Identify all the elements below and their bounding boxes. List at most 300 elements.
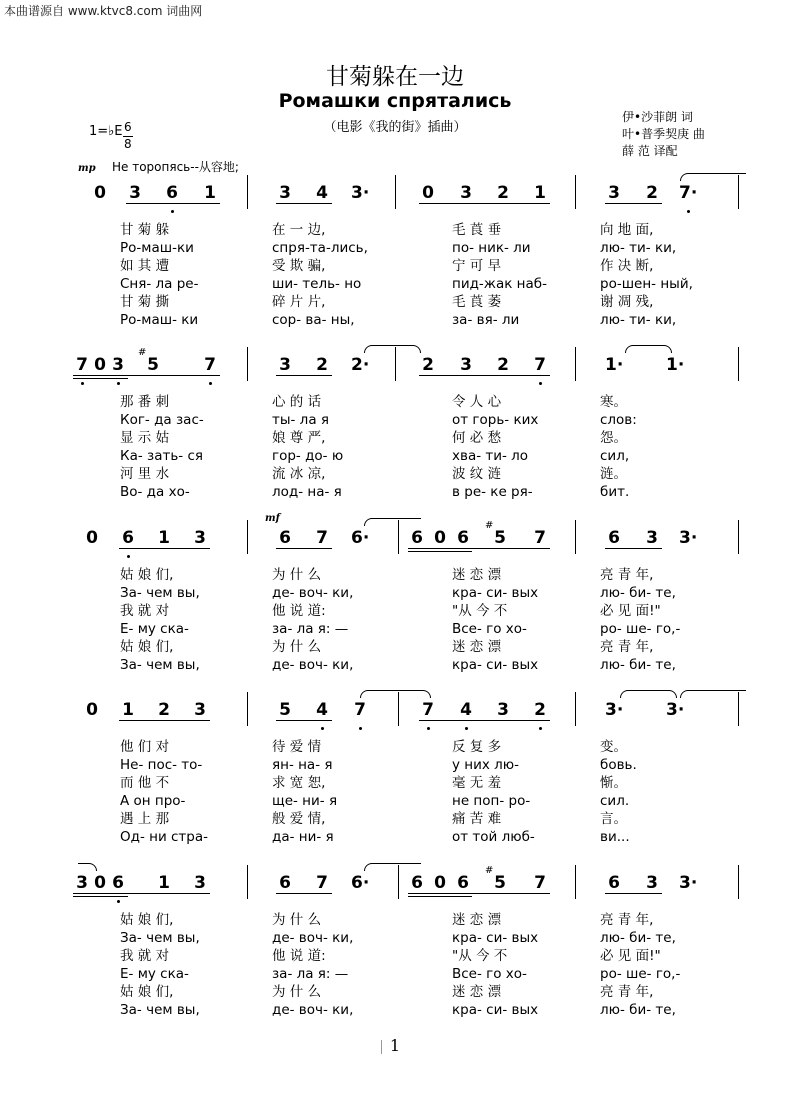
note [73,355,91,375]
key-signature: 1=♭E [89,124,123,139]
lyric-segment: за- вя- ли [452,312,520,328]
note [351,873,369,893]
barline [247,175,248,209]
lyric-segment: лю- ти- ки, [600,240,677,256]
note [201,183,219,203]
note [313,528,331,548]
note-digit: 1 [204,183,216,203]
note [91,355,109,375]
note-digit: 0 [422,183,434,203]
lyric-segment: 娘 尊 严, [272,430,326,446]
note-digit: 1· [605,355,624,375]
dynamic-mf: mf [265,513,280,524]
note-digit: 7 [534,355,546,375]
note [531,873,549,893]
note-digit: 3 [646,873,658,893]
lyric-segment: 毫 无 羞 [452,775,502,791]
note-digit: 5 [147,355,159,375]
note [155,528,173,548]
lyric-segment: 亮 青 年, [600,639,654,655]
note [276,528,294,548]
note-digit: 6 [411,528,423,548]
lyric-segment: 毛 莨 垂 [452,222,502,238]
tie-arc [680,690,746,698]
beam-underline [73,893,210,894]
note-digit: 6 [279,873,291,893]
note [119,700,137,720]
beam-underline [276,893,332,894]
note-digit: 7 [316,873,328,893]
lyric-segment: 令 人 心 [452,394,502,410]
notes-line [0,183,790,223]
credit-lyricist: 伊•沙菲朗 词 [622,110,693,124]
beam-underline [408,548,550,549]
note-digit: 2· [351,355,370,375]
note [313,700,331,720]
notes-line [0,347,790,395]
note [276,183,294,203]
note-digit: 3 [646,528,658,548]
note [494,700,512,720]
note-digit: 2 [316,355,328,375]
lyric-segment: 惭。 [600,775,627,791]
lyric-segment: ро- ше- го,- [600,621,681,637]
note [109,873,127,893]
beam-underline [276,548,332,549]
note [83,700,101,720]
note [351,183,369,203]
beam-underline-double [73,896,128,897]
note-digit: 6· [351,528,370,548]
lyric-segment: 何 必 愁 [452,430,502,446]
lyric-segment: 毛 莨 萎 [452,294,502,310]
lyric-segment: лю- ти- ки, [600,312,677,328]
note [351,528,369,548]
beam-underline [408,893,550,894]
lyric-segment: ро- ше- го,- [600,966,681,982]
lyric-segment: 姑 娘 们, [120,984,174,1000]
note-digit: 6 [457,528,469,548]
note [457,355,475,375]
note [313,873,331,893]
lyric-segment: 他 说 道: [272,948,326,964]
beam-underline [419,203,550,204]
lyric-segment: лю- би- те, [600,1002,676,1018]
note [531,700,549,720]
lyric-segment: 为 什 么 [272,639,322,655]
dynamic-mp: mp [78,163,96,174]
note-digit: 6 [122,528,134,548]
note [191,700,209,720]
note [494,355,512,375]
note-digit: 5 [494,873,506,893]
beam-underline [276,375,332,376]
lyric-segment: За- чем вы, [120,1002,200,1018]
lyric-segment: ще- ни- я [272,793,338,809]
sharp-sign: # [485,520,494,531]
lyric-segment: 谢 凋 残, [600,294,654,310]
note-digit: 1 [158,528,170,548]
note-digit: 0 [94,183,106,203]
barline [575,347,576,381]
system-1 [0,183,790,343]
note [454,873,472,893]
lyric-segment: 甘 菊 躲 [120,222,170,238]
tie-arc [680,173,746,181]
octave-dot-below [171,210,174,213]
note-digit: 3 [279,183,291,203]
note-digit: 2 [158,700,170,720]
note [431,873,449,893]
lyric-segment: кра- си- вых [452,657,539,673]
note [643,873,661,893]
lyric-segment: от горь- ких [452,412,539,428]
lyric-segment: де- воч- ки, [272,1002,354,1018]
barline [247,347,248,381]
note-digit: 0 [434,528,446,548]
lyric-segment: 亮 青 年, [600,984,654,1000]
note [191,873,209,893]
note [605,528,623,548]
note [313,183,331,203]
lyric-segment: 待 爱 情 [272,739,322,755]
lyric-segment: ши- тель- но [272,276,362,292]
note-digit: 4 [316,700,328,720]
note [666,355,684,375]
note [643,528,661,548]
note [431,528,449,548]
tie-arc [395,345,421,353]
lyric-segment: Все- го хо- [452,966,527,982]
note-digit: 0 [86,528,98,548]
lyric-segment: за- ла я: — [272,966,349,982]
lyric-segment: в ре- ке ря- [452,484,533,500]
note-digit: 3 [279,355,291,375]
note [276,700,294,720]
note [313,355,331,375]
lyric-segment: сил, [600,448,630,464]
lyric-segment: А он про- [120,793,186,809]
beam-underline [605,548,662,549]
lyric-segment: лю- би- те, [600,585,676,601]
lyric-segment: 我 就 对 [120,948,170,964]
note-digit: 7 [422,700,434,720]
lyric-segment: 心 的 话 [272,394,322,410]
lyric-segment: 波 纹 涟 [452,466,502,482]
note [109,355,127,375]
lyric-segment: ты- ла я [272,412,329,428]
octave-dot-below [359,727,362,730]
lyric-segment: 迷 恋 漂 [452,639,502,655]
lyric-segment: Ро-маш- ки [120,312,199,328]
lyric-segment: За- чем вы, [120,657,200,673]
note-digit: 2 [646,183,658,203]
lyric-segment: хва- ти- ло [452,448,529,464]
system-2 [0,347,790,515]
note-digit: 7 [534,873,546,893]
note-digit: 3 [194,873,206,893]
lyric-segment: 迷 恋 漂 [452,567,502,583]
note-digit: 6 [608,873,620,893]
note [351,355,369,375]
sharp-sign: # [485,865,494,876]
lyric-segment: 般 爱 情, [272,811,326,827]
note-digit: 0 [434,873,446,893]
lyric-segment: кра- си- вых [452,930,539,946]
note-digit: 6 [457,873,469,893]
notes-line [0,520,790,568]
beam-underline-double [408,551,472,552]
note-digit: 3 [76,873,88,893]
note-digit: 3· [679,873,698,893]
watermark: 本曲谱源自 www.ktvc8.com 词曲网 [4,4,203,18]
credit-translator: 薛 范 译配 [622,144,678,158]
lyric-segment: за- ла я: — [272,621,349,637]
note [643,183,661,203]
note-digit: 6 [279,528,291,548]
note [73,873,91,893]
note-digit: 3· [679,528,698,548]
lyric-segment: бовь. [600,757,637,773]
note [201,355,219,375]
lyric-segment: 我 就 对 [120,603,170,619]
lyric-segment: 姑 娘 们, [120,567,174,583]
meter-denominator: 8 [124,137,132,151]
lyric-segment: Од- ни стра- [120,829,209,845]
lyric-segment: 作 决 断, [600,258,654,274]
note-digit: 3 [194,528,206,548]
lyric-segment: 涟。 [600,466,627,482]
note [679,873,697,893]
note-digit: 2 [497,355,509,375]
note-digit: 1 [122,700,134,720]
lyric-segment: 变。 [600,739,627,755]
lyric-segment: За- чем вы, [120,585,200,601]
lyric-segment: пид-жак наб- [452,276,547,292]
note-digit: 7· [679,183,698,203]
note [605,700,623,720]
note [531,355,549,375]
lyric-segment: 为 什 么 [272,984,322,1000]
lyric-segment: За- чем вы, [120,930,200,946]
lyric-segment: 迷 恋 漂 [452,984,502,1000]
lyric-segment: 反 复 多 [452,739,502,755]
lyric-segment: по- ник- ли [452,240,531,256]
note [457,700,475,720]
beam-underline [119,548,210,549]
octave-dot-below [687,210,690,213]
lyric-segment: Ка- зать- ся [120,448,203,464]
octave-dot-below [127,555,130,558]
lyric-segment: де- воч- ки, [272,657,354,673]
tie-arc [398,690,431,698]
note-digit: 3 [194,700,206,720]
note-digit: 1 [534,183,546,203]
lyric-segment: Все- го хо- [452,621,527,637]
barline [738,865,739,899]
note-digit: 2 [422,355,434,375]
notes-line [0,865,790,913]
tie-arc [78,863,97,871]
note-digit: 2 [534,700,546,720]
note [485,520,509,548]
note-digit: 6 [608,528,620,548]
beam-underline [605,203,662,204]
note-digit: 6 [112,873,124,893]
note-digit: 4 [460,700,472,720]
lyric-segment: 亮 青 年, [600,567,654,583]
beam-underline [419,375,550,376]
note [419,700,437,720]
note-digit: 0 [86,700,98,720]
note [119,528,137,548]
note-digit: 7 [534,528,546,548]
lyric-segment: 亮 青 年, [600,912,654,928]
subtitle: （电影《我的街》插曲） [323,120,467,135]
lyric-segment: 遇 上 那 [120,811,170,827]
beam-underline [276,203,332,204]
barline [395,175,396,209]
beam-underline [605,893,662,894]
note-digit: 6 [411,873,423,893]
note [138,347,162,375]
note [91,873,109,893]
note [457,183,475,203]
lyric-segment: "从 今 不 [452,603,508,619]
system-3 [0,520,790,688]
notes-line [0,700,790,740]
tie-arc [364,518,421,526]
lyric-segment: 碎 片 片, [272,294,326,310]
lyric-segment: лю- би- те, [600,930,676,946]
beam-underline-double [73,378,128,379]
lyric-segment: 痛 苦 难 [452,811,502,827]
lyric-segment: 而 他 不 [120,775,170,791]
lyric-segment: Ро-маш-ки [120,240,194,256]
note [679,528,697,548]
note-digit: 3 [129,183,141,203]
note-digit: 6· [351,873,370,893]
note-digit: 7 [204,355,216,375]
lyric-segment: 河 里 水 [120,466,170,482]
octave-dot-below [465,727,468,730]
lyric-segment: гор- до- ю [272,448,344,464]
lyric-segment: 他 说 道: [272,603,326,619]
note [605,355,623,375]
note-digit: 5 [494,528,506,548]
octave-dot-below [321,727,324,730]
beam-underline [119,720,210,721]
lyric-segment: 姑 娘 们, [120,639,174,655]
barline [738,520,739,554]
lyric-segment: 那 番 刺 [120,394,170,410]
note-digit: 1 [158,873,170,893]
note [605,873,623,893]
note [276,873,294,893]
lyric-segment: слов: [600,412,637,428]
note [485,865,509,893]
lyric-segment: де- воч- ки, [272,585,354,601]
note [91,183,109,203]
lyric-segment: 求 宽 恕, [272,775,326,791]
lyric-segment: 宁 可 早 [452,258,502,274]
lyric-segment: 为 什 么 [272,567,322,583]
note [666,700,684,720]
lyric-segment: лю- би- те, [600,657,676,673]
note-digit: 3· [666,700,685,720]
title-russian: Ромашки спрятались [278,90,512,112]
octave-dot-below [209,382,212,385]
lyric-segment: да- ни- я [272,829,334,845]
lyric-segment: кра- си- вых [452,1002,539,1018]
beam-underline [126,203,220,204]
lyric-segment: сор- ва- ны, [272,312,355,328]
lyric-segment: де- воч- ки, [272,930,354,946]
barline [575,520,576,554]
note [83,528,101,548]
note [494,183,512,203]
barline [247,865,248,899]
lyric-segment: 必 见 面!" [600,948,661,964]
barline [575,175,576,209]
lyric-segment: "从 今 不 [452,948,508,964]
barline [247,692,248,726]
lyric-segment: 必 见 面!" [600,603,661,619]
lyric-segment: Е- му ска- [120,966,189,982]
note [679,183,697,203]
lyric-segment: не поп- ро- [452,793,531,809]
lyric-segment: Во- да хо- [120,484,190,500]
note [408,873,426,893]
lyric-segment: 迷 恋 漂 [452,912,502,928]
note-digit: 3 [608,183,620,203]
note-digit: 7 [76,355,88,375]
note [191,528,209,548]
title-chinese: 甘菊躲在一边 [326,64,464,90]
note-digit: 2 [497,183,509,203]
note [419,183,437,203]
lyric-segment: кра- си- вых [452,585,539,601]
note-digit: 0 [94,355,106,375]
sharp-sign: # [138,347,147,358]
note [454,528,472,548]
lyric-segment: 如 其 遭 [120,258,170,274]
note-digit: 7 [354,700,366,720]
note-digit: 3· [351,183,370,203]
lyric-segment: 为 什 么 [272,912,322,928]
lyric-segment: у них лю- [452,757,520,773]
lyric-segment: от той люб- [452,829,535,845]
note [531,528,549,548]
note [605,183,623,203]
note [408,528,426,548]
note-digit: 3 [460,355,472,375]
note [163,183,181,203]
note [276,355,294,375]
lyric-segment: ви... [600,829,630,845]
lyric-segment: 向 地 面, [600,222,654,238]
lyric-segment: ян- на- я [272,757,333,773]
beam-underline [73,375,220,376]
lyric-segment: сил. [600,793,630,809]
octave-dot-below [117,900,120,903]
lyric-segment: 甘 菊 撕 [120,294,170,310]
note [126,183,144,203]
lyric-segment: Сня- ла ре- [120,276,199,292]
note-digit: 3· [605,700,624,720]
page-number: 1 [389,1036,401,1055]
note-digit: 1· [666,355,685,375]
